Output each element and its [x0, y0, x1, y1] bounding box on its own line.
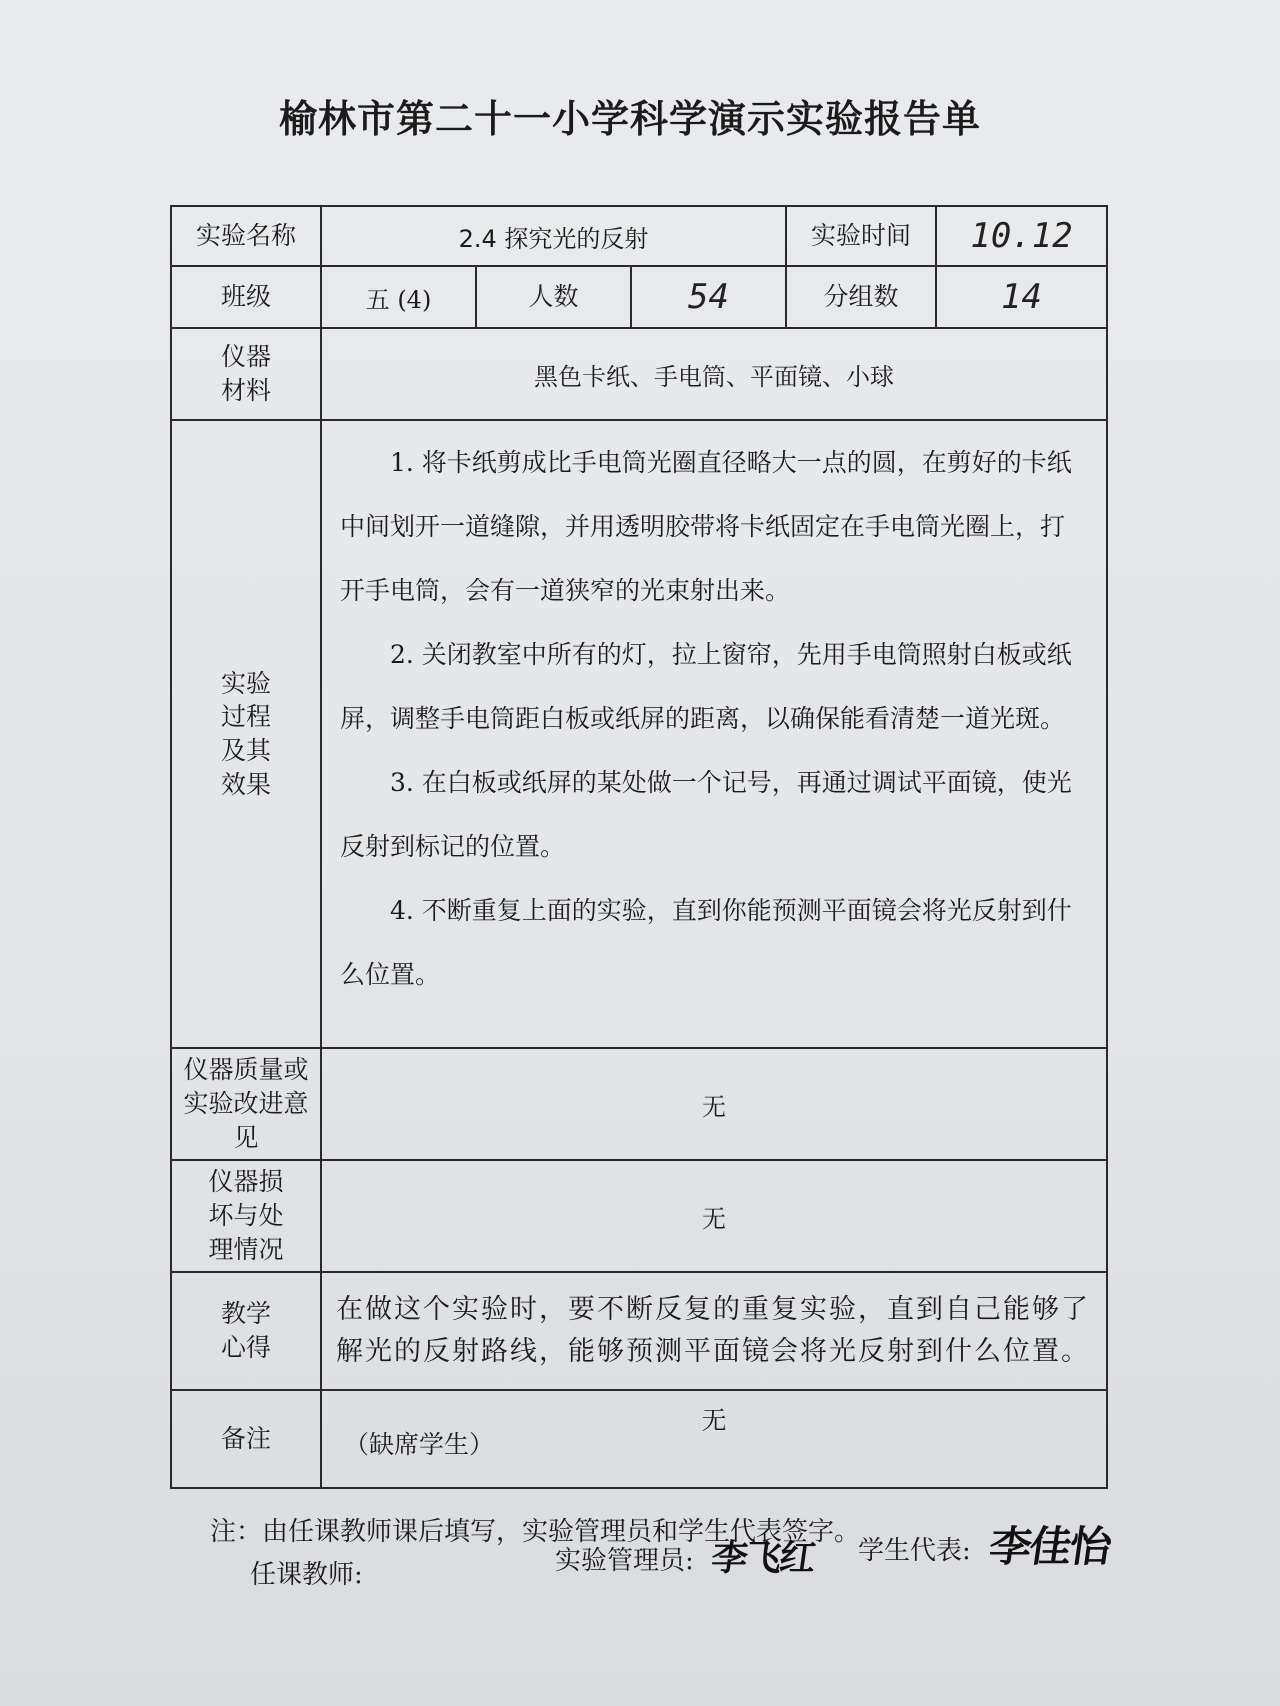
report-form: [170, 205, 1108, 1489]
student-signature: 李佳怡: [986, 1522, 1114, 1571]
remark-cell: [321, 1390, 1107, 1488]
reflection-label-text: 教学心得: [220, 1299, 271, 1362]
time-value: 10.12: [936, 206, 1107, 266]
class-label: 班级: [171, 266, 321, 328]
row-experiment-name: [171, 206, 1107, 266]
admin-signature: 李飞红: [708, 1538, 817, 1579]
improve-label-text: 仪器质量或实验改进意见: [183, 1055, 309, 1152]
row-class: [171, 266, 1107, 328]
damage-value: 无: [321, 1160, 1107, 1272]
improve-label: [171, 1048, 321, 1160]
time-label: 实验时间: [786, 206, 936, 266]
process-steps: [321, 420, 1107, 1048]
remark-absent-label: （缺席学生）: [344, 1430, 495, 1459]
materials-label-text: 仪器材料: [220, 342, 271, 405]
footer-note: 注：由任课教师课后填写，实验管理员和学生代表签字。: [210, 1517, 861, 1547]
page-title: 榆林市第二十一小学科学演示实验报告单: [278, 97, 981, 141]
materials-label: [171, 328, 321, 420]
row-improvement: [171, 1048, 1107, 1160]
process-step: 4. 不断重复上面的实验，直到你能预测平面镜会将光反射到什么位置。: [340, 896, 1072, 989]
groups-value: 14: [936, 266, 1107, 328]
groups-label: 分组数: [786, 266, 936, 328]
materials-value: 黑色卡纸、手电筒、平面镜、小球: [321, 328, 1107, 420]
improve-value: 无: [321, 1048, 1107, 1160]
reflection-label: [171, 1272, 321, 1390]
row-reflection: [171, 1272, 1107, 1390]
damage-label-text: 仪器损坏与处理情况: [208, 1167, 284, 1264]
process-step: 3. 在白板或纸屏的某处做一个记号，再通过调试平面镜，使光反射到标记的位置。: [340, 768, 1072, 861]
process-step: 2. 关闭教室中所有的灯，拉上窗帘，先用手电筒照射白板或纸屏，调整手电筒距白板或纸屏的距离，以确保能看清楚一道光斑。: [340, 640, 1072, 733]
count-value: 54: [631, 266, 786, 328]
name-label: 实验名称: [171, 206, 321, 266]
count-label: 人数: [476, 266, 631, 328]
row-materials: [171, 328, 1107, 420]
student-label: 学生代表:: [858, 1536, 971, 1566]
row-damage: [171, 1160, 1107, 1272]
remark-value: 无: [701, 1406, 727, 1435]
process-step: 1. 将卡纸剪成比手电筒光圈直径略大一点的圆，在剪好的卡纸中间划开一道缝隙，并用透明胶带将卡纸固定在手电筒光圈上，打开手电筒，会有一道狭窄的光束射出来。: [340, 448, 1072, 605]
remark-label: 备注: [171, 1390, 321, 1488]
process-label-text: 实验过程及其效果: [220, 668, 271, 799]
admin-label: 实验管理员:: [555, 1546, 694, 1576]
teacher-label: 任课教师:: [250, 1560, 363, 1590]
process-label: [171, 420, 321, 1048]
name-value: 2.4 探究光的反射: [321, 206, 786, 266]
reflection-value: 在做这个实验时，要不断反复的重复实验，直到自己能够了解光的反射路线，能够预测平面镜会将光反射到什么位置。: [321, 1272, 1107, 1390]
row-remark: [171, 1390, 1107, 1488]
class-value: 五 (4): [321, 266, 476, 328]
damage-label: [171, 1160, 321, 1272]
row-process: [171, 420, 1107, 1048]
